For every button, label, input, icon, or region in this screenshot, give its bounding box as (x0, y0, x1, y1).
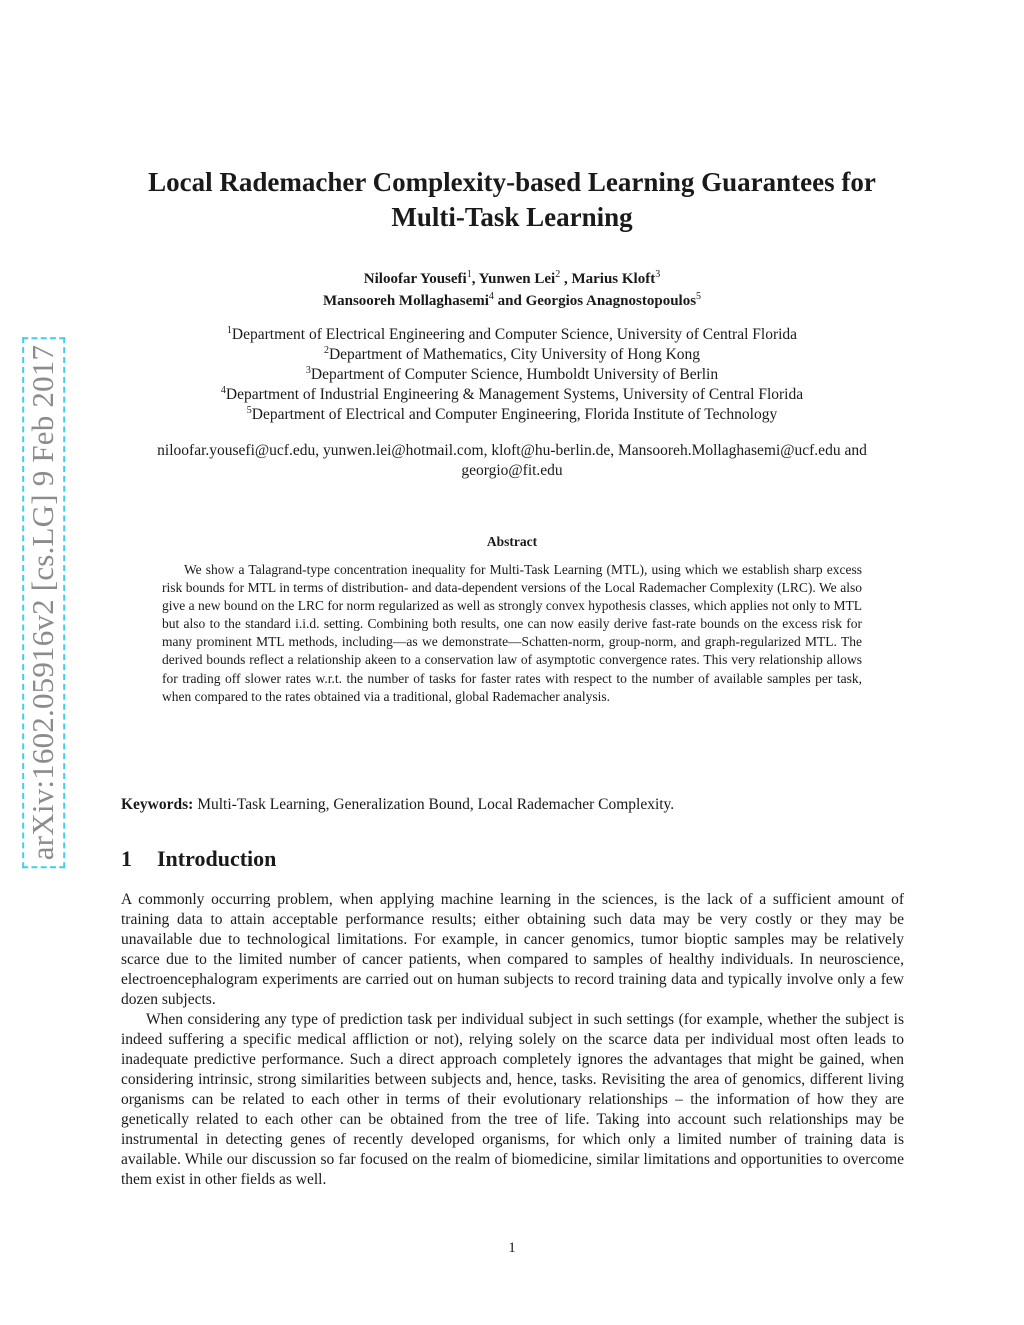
affiliation-mark: 1 (226, 324, 232, 336)
keywords-text: Multi-Task Learning, Generalization Bound, Local Rademacher Complexity. (197, 796, 675, 813)
affiliation-text: Department of Electrical and Computer Engineering, Florida Institute of Technology (251, 406, 778, 423)
abstract-body: We show a Talagrand-type concentration inequality for Multi-Task Learning (MTL), using which we establish sharp excess risk bounds for MTL in terms of distribution- and data-dependent versions of the Local Rademacher Complexity (LRC). We also give a new bound on the LRC for norm regularized as well as strongly convex hypothesis classes, which applies not only to MTL but also to the standard i.i.d. setting. Combining both results, one can now easily derive fast-rate bounds on the excess risk for many prominent MTL methods, including—as we demonstrate—Schatten-norm, group-norm, and graph-regularized MTL. The derived bounds reflect a relationship akeen to a conservation law of asymptotic convergence rates. This very relationship allows for trading off slower rates w.r.t. the number of tasks for faster rates with respect to the number of available samples per task, when compared to the rates obtained via a traditional, global Rademacher analysis. (162, 562, 862, 704)
affiliation (120, 325, 904, 345)
affiliation-mark: 2 (323, 344, 329, 356)
author-name: Marius Kloft (571, 271, 656, 287)
author-name: Georgios Anagnostopoulos (525, 293, 697, 309)
affiliation-mark: 4 (220, 384, 226, 396)
author-affiliation-mark: 5 (696, 291, 702, 302)
affiliation-text: Department of Mathematics, City University of Hong Kong (328, 346, 701, 363)
affiliation (120, 365, 904, 385)
author-separator: , (471, 271, 479, 287)
keywords-label: Keywords: (121, 796, 194, 813)
section-number: 1 (121, 846, 132, 871)
affiliation-text: Department of Industrial Engineering & Management Systems, University of Central Florida (225, 386, 804, 403)
affiliation-text: Department of Electrical Engineering and Computer Science, University of Central Florida (231, 326, 798, 343)
affiliation (120, 345, 904, 365)
keywords (121, 796, 905, 814)
author-name: Niloofar Yousefi (363, 271, 467, 287)
affiliation (120, 405, 904, 425)
section-title: Introduction (157, 846, 277, 871)
affiliation-mark: 5 (246, 404, 252, 416)
email-line-2: georgio@fit.edu (461, 462, 563, 479)
email-line-1: niloofar.yousefi@ucf.edu, yunwen.lei@hotmail.com, kloft@hu-berlin.de, Mansooreh.Mollaghasemi@ucf.edu and (157, 442, 867, 459)
author-name: Mansooreh Mollaghasemi (322, 293, 489, 309)
paragraph: A commonly occurring problem, when applying machine learning in the sciences, is the lack of a sufficient amount of training data to attain acceptable performance results; either obtaining such data may be very costly or they may be unavailable due to technological limitations. For example, in cancer genomics, tumor bioptic samples may be relatively scarce due to the limited number of cancer patients, when compared to samples of healthy individuals. In neuroscience, electroencephalogram experiments are carried out on human subjects to record training data and typically involve only a few dozen subjects. (121, 891, 904, 1008)
affiliation-mark: 3 (305, 364, 311, 376)
section-body (121, 890, 904, 1190)
author-separator: , (563, 271, 572, 287)
title-line-2: Multi-Task Learning (391, 202, 633, 232)
author-line-2 (120, 290, 904, 312)
author-affiliation-mark: 3 (655, 269, 661, 280)
title-line-1: Local Rademacher Complexity-based Learning Guarantees for (148, 167, 876, 197)
author-affiliation-mark: 2 (555, 269, 561, 280)
author-name: Yunwen Lei (478, 271, 556, 287)
section-heading (121, 846, 276, 872)
arxiv-identifier: arXiv:1602.05916v2 [cs.LG] 9 Feb 2017 (23, 337, 66, 868)
page-number: 1 (508, 1240, 516, 1256)
arxiv-stamp (25, 325, 61, 880)
paper-title (120, 165, 904, 235)
author-line-1 (120, 268, 904, 290)
paragraph: When considering any type of prediction task per individual subject in such settings (for example, whether the subject is indeed suffering a specific medical affliction or not), relying solely on the scarce data per individual most often leads to inadequate predictive performance. Such a direct approach completely ignores the advantages that might be gained, when considering intrinsic, strong similarities between subjects and, hence, tasks. Revisiting the area of genomics, different living organisms can be related to each other in terms of their evolutionary relationships – the information of how they are genetically related to each other can be obtained from the tree of life. Taking into account such relationships may be instrumental in detecting genes of recently developed organisms, for which only a limited number of training data is available. While our discussion so far focused on the realm of biomedicine, similar limitations and opportunities to overcome them exist in other fields as well. (121, 1011, 904, 1188)
affiliation (120, 385, 904, 405)
abstract-heading: Abstract (486, 534, 538, 549)
author-emails (120, 441, 904, 481)
author-separator: and (493, 293, 526, 309)
affiliation-text: Department of Computer Science, Humboldt University of Berlin (310, 366, 719, 383)
author-affiliation-mark: 4 (488, 291, 494, 302)
affiliation-list (120, 325, 904, 425)
author-affiliation-mark: 1 (466, 269, 472, 280)
author-list (120, 268, 904, 312)
